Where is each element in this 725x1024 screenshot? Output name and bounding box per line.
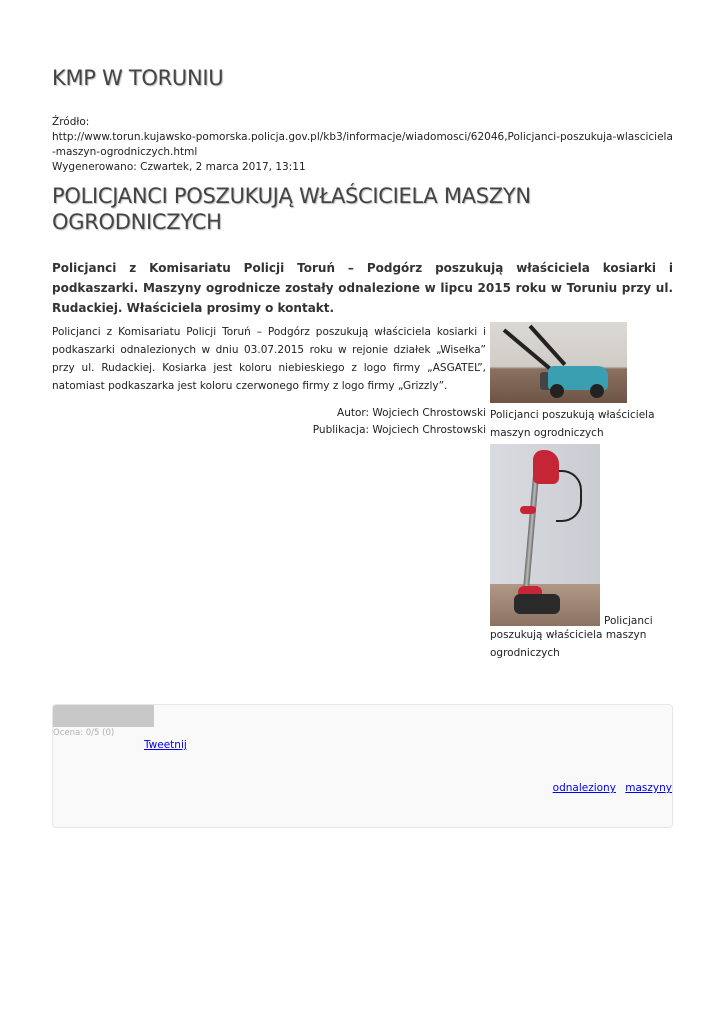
figures — [490, 322, 662, 662]
source-url: http://www.torun.kujawsko-pomorska.policja.gov.pl/kb3/informacje/wiadomosci/62046,Policjanci-poszukuja-wlasciciela-maszyn-ogrodniczych.html — [52, 131, 673, 158]
generated-date: Wygenerowano: Czwartek, 2 marca 2017, 13:11 — [52, 161, 306, 173]
source-label: Źródło: — [52, 116, 90, 128]
grass-trimmer-photo[interactable] — [490, 444, 600, 626]
article-lead: Policjanci z Komisariatu Policji Toruń – Podgórz poszukują właściciela kosiarki i podkaszarki. Maszyny ogrodnicze zostały odnalezione w lipcu 2015 roku w Toruniu przy ul. Rudackiej. Właściciela prosimy o kontakt. — [52, 261, 673, 315]
publication: Publikacja: Wojciech Chrostowski — [312, 424, 486, 436]
rating-box — [52, 704, 673, 828]
tag-list — [547, 782, 672, 794]
photo-caption-2-rest: poszukują właściciela maszyn ogrodniczych — [490, 629, 647, 659]
tag-link[interactable]: maszyny — [625, 782, 672, 794]
tag-link[interactable]: odnaleziony — [552, 782, 616, 794]
rating-label: Ocena: 0/5 (0) — [53, 728, 115, 738]
photo-caption-1: Policjanci poszukują właściciela maszyn ogrodniczych — [490, 409, 655, 439]
tweet-link[interactable]: Tweetnij — [144, 739, 187, 751]
article-body: Policjanci z Komisariatu Policji Toruń – Podgórz poszukują właściciela kosiarki i podkaszarki odnalezionych w dniu 03.07.2015 roku w rejonie działek „Wisełka” przy ul. Rudackiej. Kosiarka jest koloru niebieskiego z logo firmy „ASGATEL”, natomiast podkaszarka jest koloru czerwonego firmy z logo firmy „Grizzly”. — [52, 326, 486, 392]
article-title: POLICJANCI POSZUKUJĄ WŁAŚCICIELA MASZYN OGRODNICZYCH — [52, 184, 531, 234]
figure-2 — [490, 444, 662, 662]
site-title: KMP W TORUNIU — [52, 66, 224, 90]
article-credits — [52, 405, 486, 439]
author: Autor: Wojciech Chrostowski — [337, 407, 486, 419]
photo-caption-2-start: Policjanci — [604, 615, 653, 627]
source-meta — [52, 115, 673, 175]
lawn-mower-photo[interactable] — [490, 322, 627, 403]
rating-stars[interactable] — [53, 705, 154, 727]
